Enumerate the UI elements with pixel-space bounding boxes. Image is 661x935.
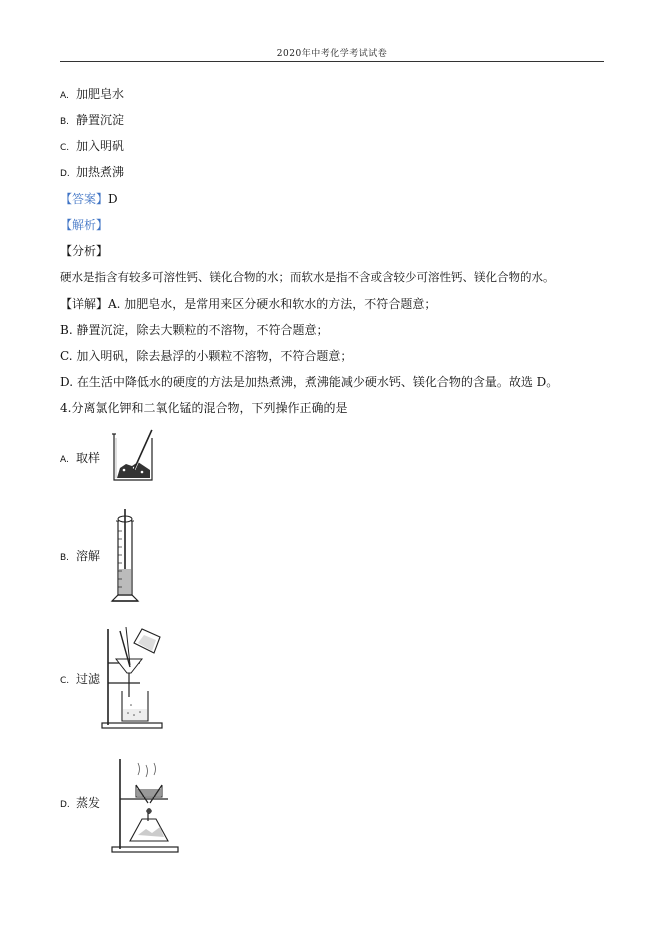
q4-option-d [60,795,100,813]
detail-line-a [60,296,436,312]
filtration-apparatus-figure [100,625,180,730]
option-text: 过滤 [76,672,101,686]
option-letter: B. [60,117,70,127]
q4-option-a [60,450,100,468]
option-text: 蒸发 [76,796,101,810]
option-letter: D. [60,800,70,810]
q4-option-c [60,671,100,689]
q4-option-b [60,548,100,566]
evaporation-apparatus-figure [108,755,183,855]
option-letter: A. [60,455,69,465]
detail-line-c: C. 加入明矾，除去悬浮的小颗粒不溶物，不符合题意； [60,349,353,363]
fenxi-text: 硬水是指含有较多可溶性钙、镁化合物的水；而软水是指不含或含较少可溶性钙、镁化合物的水。 [60,270,555,284]
option-c [60,138,124,156]
analysis-tag: 【解析】 [60,218,109,232]
option-d [60,164,124,182]
answer-line [60,191,118,207]
graduated-cylinder-figure [108,505,148,605]
option-text: 加入明矾 [76,139,125,153]
detail-tag: 【详解】 [60,297,109,311]
page-header: 2020年中考化学考试试卷 [276,49,388,59]
header-divider [60,61,604,62]
option-text: 取样 [76,451,101,465]
detail-text: A. 加肥皂水，是常用来区分硬水和软水的方法，不符合题意； [108,297,437,311]
option-letter: B. [60,553,70,563]
option-text: 加热煮沸 [76,165,125,179]
option-letter: C. [60,143,70,153]
option-letter: D. [60,169,70,179]
detail-line-d: D. 在生活中降低水的硬度的方法是加热煮沸，煮沸能减少硬水钙、镁化合物的含量。故选 D。 [60,375,559,389]
option-text: 溶解 [76,549,101,563]
answer-tag: 【答案】 [60,192,109,206]
sampling-beaker-figure [108,428,158,486]
option-b [60,112,124,130]
option-a [60,86,124,104]
answer-value: D [108,192,118,206]
option-text: 静置沉淀 [76,113,125,127]
option-letter: C. [60,676,70,686]
fenxi-tag: 【分析】 [60,244,109,258]
question-4: 4.分离氯化钾和二氧化锰的混合物，下列操作正确的是 [60,401,348,415]
option-text: 加肥皂水 [76,87,125,101]
option-letter: A. [60,91,69,101]
detail-line-b: B. 静置沉淀，除去大颗粒的不溶物，不符合题意； [60,323,329,337]
